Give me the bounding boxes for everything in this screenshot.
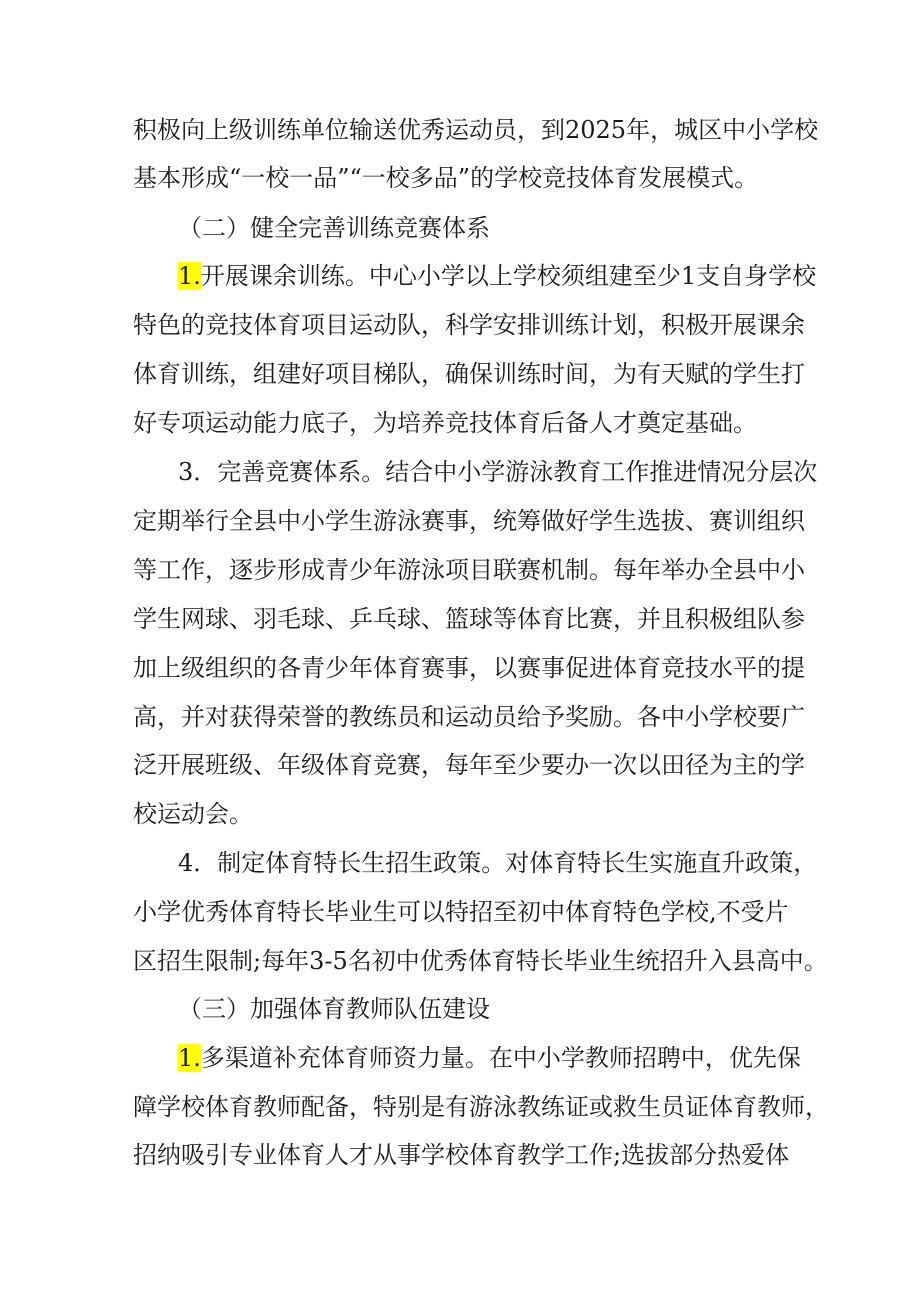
text-line: 小学优秀体育特长毕业生可以特招至初中体育特色学校,不受片 (133, 898, 789, 926)
text-line: 招纳吸引专业体育人才从事学校体育教学工作;选拔部分热爱体 (133, 1141, 790, 1169)
text-line: 泛开展班级、年级体育竞赛，每年至少要办一次以田径为主的学 (133, 751, 805, 779)
text-line: 加上级组织的各青少年体育赛事，以赛事促进体育竞技水平的提 (133, 654, 805, 682)
text-line: 好专项运动能力底子，为培养竞技体育后备人才奠定基础。 (133, 409, 757, 437)
list-item (178, 1040, 801, 1076)
highlighted-number: 1. (178, 262, 201, 290)
text-line: 障学校体育教师配备，特别是有游泳教练证或救生员证体育教师， (133, 1093, 829, 1121)
text-line: 高，并对获得荣誉的教练员和运动员给予奖励。各中小学校要广 (133, 703, 805, 731)
text-line: 定期举行全县中小学生游泳赛事，统筹做好学生选拔、赛训组织 (133, 507, 805, 535)
list-item: 4．制定体育特长生招生政策。对体育特长生实施直升政策， (178, 849, 818, 877)
section-heading: （二）健全完善训练竞赛体系 (178, 214, 490, 242)
text-line: 等工作，逐步形成青少年游泳项目联赛机制。每年举办全县中小 (133, 556, 805, 584)
text-line: 基本形成“一校一品”“一校多品”的学校竞技体育发展模式。 (133, 164, 759, 192)
text-line: 特色的竞技体育项目运动队，科学安排训练计划，积极开展课余 (133, 311, 805, 339)
text-line: 区招生限制;每年3-5名初中优秀体育特长毕业生统招升入县高中。 (133, 947, 828, 975)
text-line: 校运动会。 (133, 800, 253, 828)
section-heading: （三）加强体育教师队伍建设 (178, 995, 490, 1023)
text-line: 学生网球、羽毛球、乒乓球、篮球等体育比赛，并且积极组队参 (133, 605, 805, 633)
highlighted-number: 1. (178, 1044, 201, 1072)
list-item: 3．完善竞赛体系。结合中小学游泳教育工作推进情况分层次 (178, 458, 818, 486)
list-item (178, 258, 816, 294)
list-item-text: 开展课余训练。中心小学以上学校须组建至少1支自身学校 (200, 262, 817, 290)
list-item-text: 多渠道补充体育师资力量。在中小学教师招聘中，优先保 (200, 1044, 801, 1072)
text-line: 积极向上级训练单位输送优秀运动员，到2025年，城区中小学校 (133, 116, 819, 144)
text-line: 体育训练，组建好项目梯队，确保训练时间，为有天赋的学生打 (133, 360, 805, 388)
